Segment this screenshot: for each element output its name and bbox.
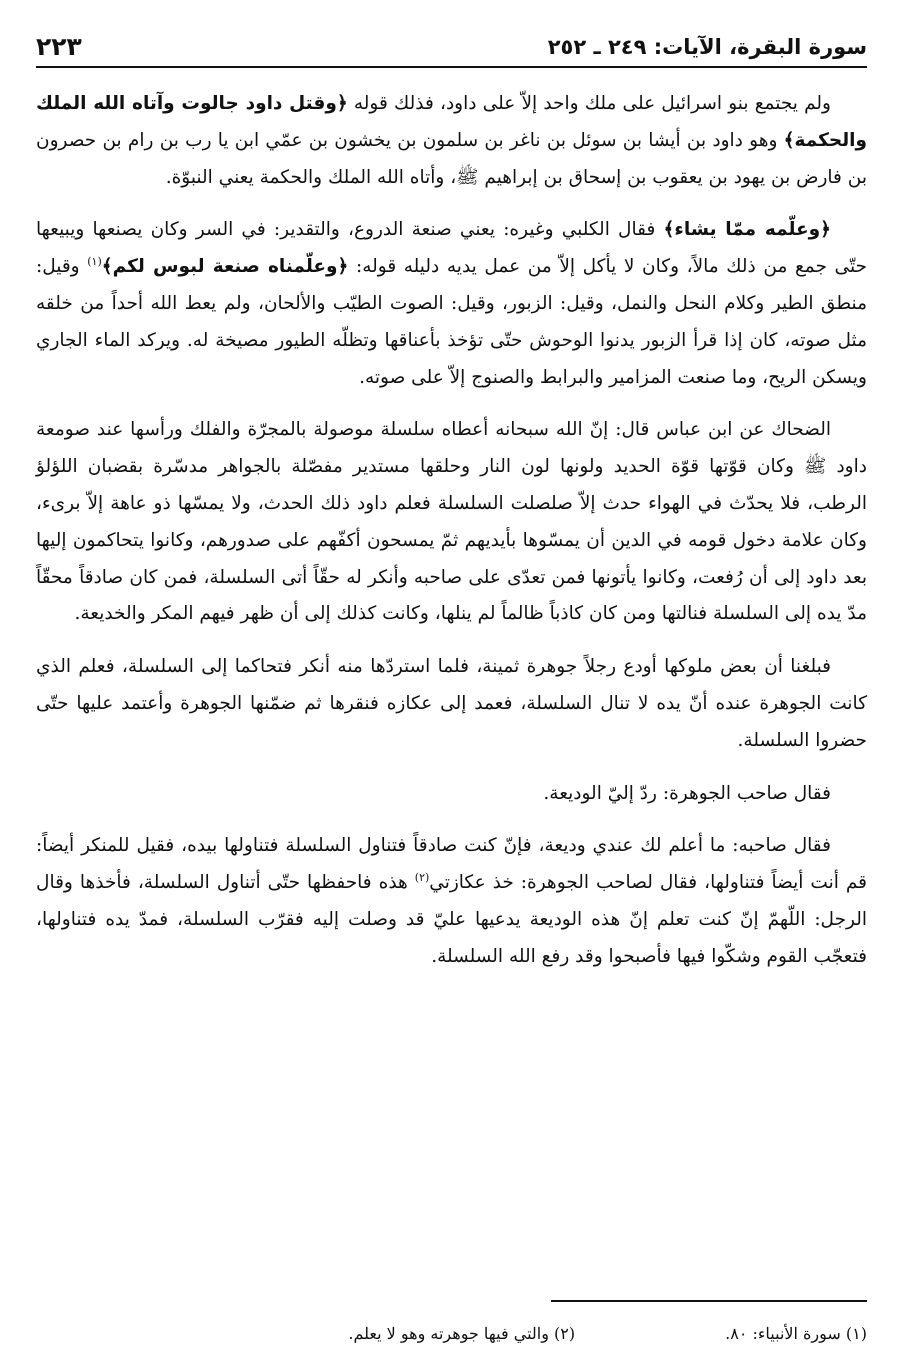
paragraph-1: [36, 86, 867, 196]
paragraph-6: [36, 828, 867, 975]
paragraph-2: [36, 212, 867, 396]
running-title: سورة البقرة، الآيات: ٢٤٩ ـ ٢٥٢: [547, 35, 867, 59]
footnote-marker-2: (٢): [414, 870, 430, 884]
paragraph-6-text-a: فقال صاحبه: ما أعلم لك عندي وديعة، فإنّ كنت صادقاً فتناول السلسلة فتناولها بيده، فقيل للمنكر أيضاً: قم أنت أيضاً فتناولها، فقال لصاحب الجوهرة: خذ عكازتي: [36, 835, 867, 894]
quran-quote: ﴿وعلّمناه صنعة لبوس لكم﴾: [101, 256, 349, 278]
paragraph-3: الضحاك عن ابن عباس قال: إنّ الله سبحانه أعطاه سلسلة موصولة بالمجرّة والفلك ورأسها عند صومعة داود ﷺ وكان قوّتها قوّة الحديد ولونها لون النار وحلقها مستدير مفصّلة بالجواهر مدسّرة بقضبان اللؤلؤ الرطب، فلا يحدّث في الهواء حدث إلاّ صلصلت السلسلة فعلم داود ذلك الحدث، ولا يمسّها ذو عاهة إلاّ برىء، وكان علامة دخول قومه في الدين أن يمسّوها بأيديهم ثمّ يمسحون أكفّهم على صدورهم، وكانوا يتحاكمون إليها بعد داود إلى أن رُفعت، وكانوا يأتونها فمن تعدّى على صاحبه وأنكر له حقّاً أتى السلسلة، فمن كان صادقاً محقّاً مدّ يده إلى السلسلة فنالتها ومن كان كاذباً ظالماً لم ينلها، وكانت كذلك إلى أن ظهر فيهم المكر والخديعة.: [36, 419, 867, 625]
main-text: [36, 86, 867, 992]
page-number: ٢٢٣: [36, 32, 82, 61]
footnote-2: (٢) والتي فيها جوهرته وهو لا يعلم.: [348, 1324, 576, 1343]
paragraph-5: فقال صاحب الجوهرة: ردّ إليّ الوديعة.: [543, 782, 831, 804]
paragraph-4: فبلغنا أن بعض ملوكها أودع رجلاً جوهرة ثمينة، فلما استردّها منه أنكر فتحاكما إلى السلسلة، فعلم الذي كانت الجوهرة عنده أنّ يده لا تنال السلسلة، فعمد إلى عكازه فنقرها ثم ضمّنها الجوهرة وأعتمد عليها حتّى حضروا السلسلة.: [36, 656, 867, 751]
paragraph-6-text-b: هذه فاحفظها حتّى أتناول السلسلة، فأخذها وقال الرجل: اللّهمّ إنّ كنت تعلم إنّ هذه الوديعة يدعيها عليّ قد وصلت إليه فقرّب السلسلة، فمدّ يده فتناولها، فتعجّب القوم وشكّوا فيها فأصبحوا وقد رفع الله السلسلة.: [36, 872, 867, 967]
footnotes: [36, 1320, 867, 1348]
paragraph-2-text-b: وقيل: منطق الطير وكلام النحل والنمل، وقيل: الزبور، وقيل: الصوت الطيّب والألحان، ولم يعط الله أحداً من خلقه مثل صوته، كان إذا قرأ الزبور يدنوا الوحوش حتّى تؤخذ بأعناقها وتظلّه الطيور مصيخة له. ويركد الماء الجاري ويسكن الريح، وما صنعت المزامير والبرابط والصنوج إلاّ على صوته.: [36, 256, 867, 388]
paragraph-1-text-b: وهو داود بن أيشا بن سوئل بن ناغر بن سلمون بن يخشون بن عمّي ابن يا رب بن رام بن حصرون بن فارض بن يهود بن يعقوب بن إسحاق بن إبراهيم ﷺ، وأتاه الله الملك والحكمة يعني النبوّة.: [36, 129, 867, 188]
footnote-marker-1: (١): [87, 255, 102, 269]
quran-quote: ﴿وقتل داود جالوت وآتاه الله الملك والحكمة﴾: [36, 93, 867, 151]
quran-quote: ﴿وعلّمه ممّا يشاء﴾: [663, 219, 831, 241]
paragraph-2-text-a: فقال الكلبي وغيره: يعني صنعة الدروع، والتقدير: في السر وكان يصنعها ويبيعها حتّى جمع من ذلك مالاً، وكان لا يأكل إلاّ من عمل يديه دليله قوله:: [36, 219, 867, 278]
footnote-divider: [551, 1300, 867, 1302]
footnote-1: (١) سورة الأنبياء: ٨٠.: [725, 1324, 867, 1343]
paragraph-1-text-a: ولم يجتمع بنو اسرائيل على ملك واحد إلاّ على داود، فذلك قوله: [347, 93, 831, 114]
page-header: [36, 26, 867, 68]
